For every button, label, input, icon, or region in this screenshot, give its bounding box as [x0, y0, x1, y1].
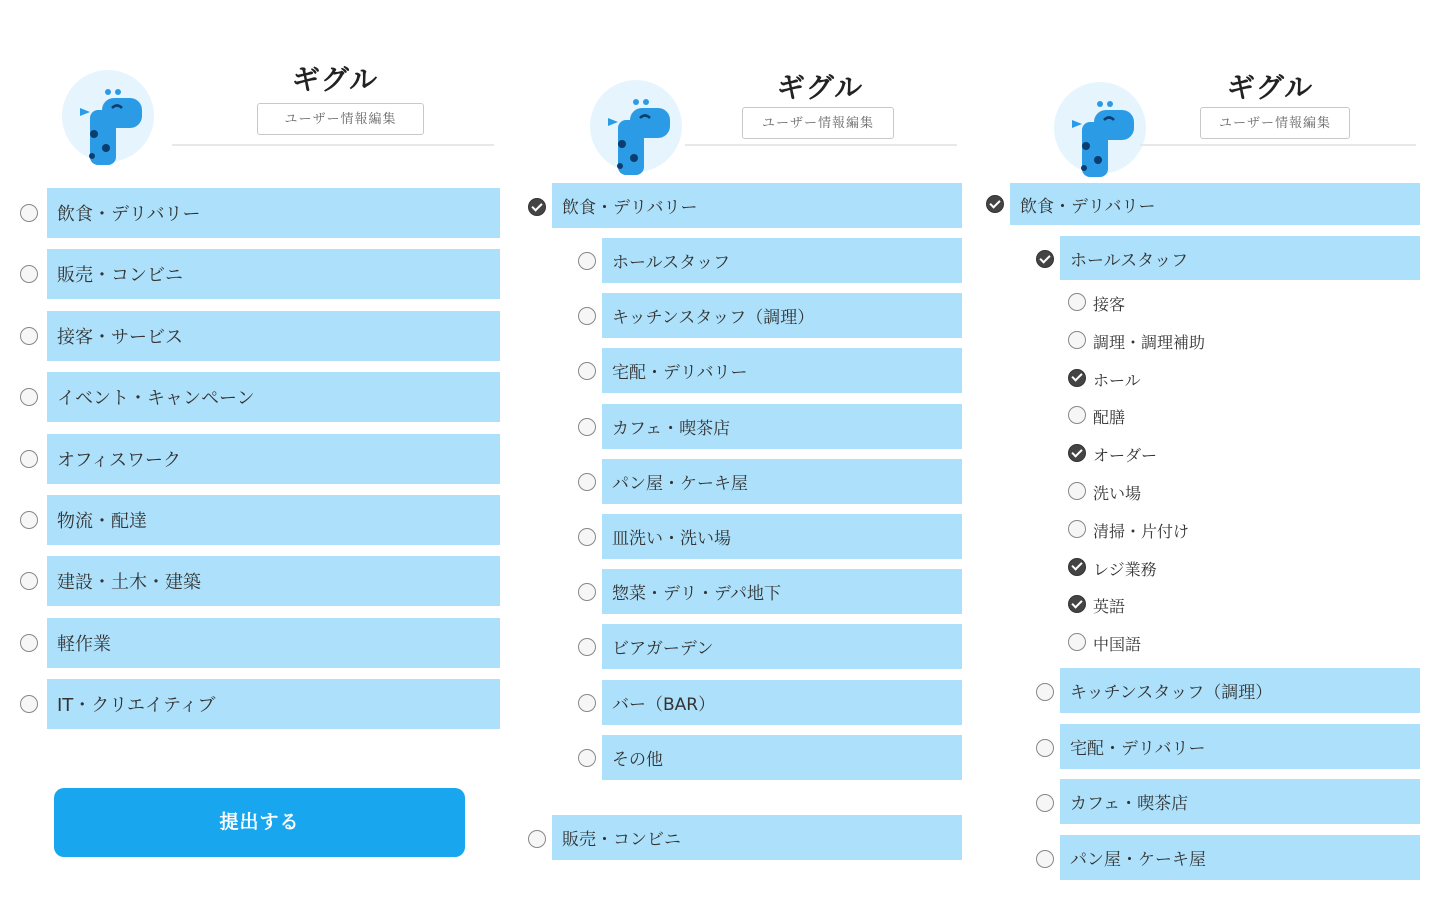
header-divider	[685, 144, 957, 146]
panel-category-list	[0, 0, 510, 913]
header-divider	[172, 144, 494, 146]
subcategory-row[interactable]: その他	[602, 735, 962, 780]
skill-label: レジ業務	[1093, 559, 1157, 579]
skill-label: 洗い場	[1093, 484, 1142, 503]
subcategory-row[interactable]: キッチンスタッフ（調理）	[1060, 668, 1420, 713]
subcategory-row[interactable]: カフェ・喫茶店	[602, 404, 962, 449]
next-category-clip	[510, 812, 972, 855]
app-name: ギグル	[291, 63, 379, 96]
category-row[interactable]: オフィスワーク	[47, 434, 500, 484]
skill-checkbox[interactable]	[1068, 482, 1086, 500]
subcategory-checkbox[interactable]	[578, 473, 596, 491]
subcategory-checkbox[interactable]	[578, 362, 596, 380]
category-row[interactable]: 飲食・デリバリー	[47, 188, 500, 238]
skill-label: 接客	[1093, 295, 1126, 314]
subcategory-row[interactable]: 宅配・デリバリー	[1060, 724, 1420, 769]
subcategory-row[interactable]: 惣菜・デリ・デパ地下	[602, 569, 962, 614]
subcategory-checkbox[interactable]	[578, 418, 596, 436]
giraffe-icon	[1054, 82, 1146, 174]
category-checkbox[interactable]	[20, 327, 38, 345]
subcategory-checkbox[interactable]	[578, 749, 596, 767]
category-row[interactable]: IT・クリエイティブ	[47, 679, 500, 729]
skill-label: 調理・調理補助	[1093, 332, 1206, 352]
subcategory-row[interactable]: バー（BAR）	[602, 680, 962, 725]
category-checkbox[interactable]	[20, 388, 38, 406]
category-row[interactable]: 物流・配達	[47, 495, 500, 545]
subcategory-row[interactable]: パン屋・ケーキ屋	[602, 459, 962, 504]
subcategory-checkbox[interactable]	[1036, 683, 1054, 701]
panel-skill-list	[972, 0, 1440, 913]
edit-profile-button[interactable]: ユーザー情報編集	[257, 103, 424, 135]
subcategory-checkbox[interactable]	[578, 252, 596, 270]
skill-checkbox[interactable]	[1068, 331, 1086, 349]
category-checkbox[interactable]	[20, 695, 38, 713]
category-row[interactable]: 飲食・デリバリー	[552, 183, 962, 228]
skill-checkbox[interactable]	[1068, 558, 1086, 576]
subcategory-checkbox[interactable]	[578, 307, 596, 325]
more-subcategories-clip	[972, 665, 1440, 870]
subcategory-row[interactable]: 宅配・デリバリー	[602, 348, 962, 393]
subcategory-checkbox[interactable]	[578, 638, 596, 656]
giraffe-avatar	[590, 80, 682, 172]
skill-checkbox[interactable]	[1068, 369, 1086, 387]
submit-button[interactable]: 提出する	[54, 788, 465, 857]
edit-profile-button[interactable]: ユーザー情報編集	[1200, 107, 1350, 139]
category-row[interactable]: 販売・コンビニ	[552, 815, 962, 860]
giraffe-icon	[62, 70, 154, 162]
skill-label: オーダー	[1093, 446, 1158, 466]
category-row[interactable]: 飲食・デリバリー	[1010, 183, 1420, 225]
subcategory-row[interactable]: ホールスタッフ	[1060, 236, 1420, 280]
skill-checkbox[interactable]	[1068, 595, 1086, 613]
subcategory-checkbox[interactable]	[1036, 739, 1054, 757]
subcategory-checkbox[interactable]	[578, 694, 596, 712]
skill-label: 配膳	[1093, 408, 1126, 428]
subcategory-checkbox[interactable]	[578, 528, 596, 546]
category-checkbox[interactable]	[20, 450, 38, 468]
category-checkbox[interactable]	[528, 198, 546, 216]
category-checkbox[interactable]	[20, 511, 38, 529]
category-checkbox[interactable]	[528, 830, 546, 848]
giraffe-icon	[590, 80, 682, 172]
category-row[interactable]: 接客・サービス	[47, 311, 500, 361]
app-name: ギグル	[776, 71, 864, 104]
category-checkbox[interactable]	[20, 265, 38, 283]
category-row[interactable]: 販売・コンビニ	[47, 249, 500, 299]
category-checkbox[interactable]	[20, 634, 38, 652]
skill-label: ホール	[1093, 370, 1141, 390]
subcategory-row[interactable]: 皿洗い・洗い場	[602, 514, 962, 559]
header-divider	[1140, 144, 1416, 146]
app-name: ギグル	[1226, 71, 1314, 104]
category-checkbox[interactable]	[986, 195, 1004, 213]
edit-profile-button[interactable]: ユーザー情報編集	[742, 107, 894, 139]
panel-subcategory-list	[510, 0, 972, 913]
subcategory-row[interactable]: ビアガーデン	[602, 624, 962, 669]
skill-checkbox[interactable]	[1068, 406, 1086, 424]
skill-checkbox[interactable]	[1068, 293, 1086, 311]
subcategory-row[interactable]: ホールスタッフ	[602, 238, 962, 283]
skill-label: 清掃・片付け	[1093, 521, 1190, 541]
subcategory-row[interactable]: パン屋・ケーキ屋	[1060, 835, 1420, 880]
category-row[interactable]: 建設・土木・建築	[47, 556, 500, 606]
category-row[interactable]: イベント・キャンペーン	[47, 372, 500, 422]
subcategory-checkbox[interactable]	[1036, 850, 1054, 868]
subcategory-checkbox[interactable]	[1036, 250, 1054, 268]
subcategory-checkbox[interactable]	[578, 583, 596, 601]
skill-label: 中国語	[1093, 635, 1142, 655]
subcategory-row[interactable]: キッチンスタッフ（調理）	[602, 293, 962, 338]
giraffe-avatar	[62, 70, 154, 162]
skill-checkbox[interactable]	[1068, 633, 1086, 651]
category-row[interactable]: 軽作業	[47, 618, 500, 668]
subcategory-checkbox[interactable]	[1036, 794, 1054, 812]
skill-label: 英語	[1093, 597, 1126, 617]
category-checkbox[interactable]	[20, 572, 38, 590]
giraffe-avatar	[1054, 82, 1146, 174]
skill-checkbox[interactable]	[1068, 444, 1086, 462]
skill-checkbox[interactable]	[1068, 520, 1086, 538]
subcategory-row[interactable]: カフェ・喫茶店	[1060, 779, 1420, 824]
category-checkbox[interactable]	[20, 204, 38, 222]
